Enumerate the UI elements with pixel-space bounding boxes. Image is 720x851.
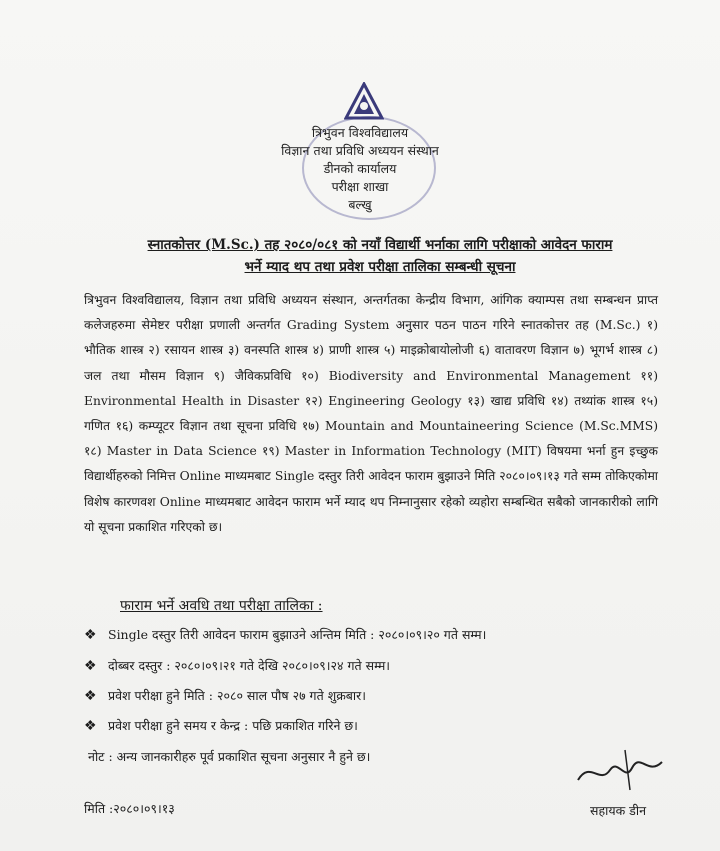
schedule-heading: फाराम भर्ने अवधि तथा परीक्षा तालिका : xyxy=(120,598,323,614)
schedule-item: ❖ प्रवेश परीक्षा हुने समय र केन्द्र : पछि प्रकाशित गरिने छ। xyxy=(84,718,358,734)
notice-title-line2: भर्ने म्याद थप तथा प्रवेश परीक्षा तालिका सम्बन्धी सूचना xyxy=(244,259,516,275)
header-section: परीक्षा शाखा xyxy=(331,179,389,194)
signatory-designation: सहायक डीन xyxy=(590,803,647,818)
header-university: त्रिभुवन विश्वविद्यालय xyxy=(311,125,409,140)
notice-title-line1: स्नातकोत्तर (M.Sc.) तह २०८०/०८१ को नयाँ विद्यार्थी भर्नाका लागि परीक्षाको आवेदन फाराम xyxy=(147,237,613,253)
signature-icon xyxy=(570,740,670,800)
note: नोट : अन्य जानकारीहरु पूर्व प्रकाशित सूचना अनुसार नै हुने छ। xyxy=(88,749,371,764)
header-institute: विज्ञान तथा प्रविधि अध्ययन संस्थान xyxy=(281,143,439,158)
bullet-icon: ❖ xyxy=(84,688,97,704)
bullet-icon: ❖ xyxy=(84,658,97,674)
schedule-item: ❖ प्रवेश परीक्षा हुने मिति : २०८० साल पौष २७ गते शुक्रबार। xyxy=(84,688,367,704)
header-city: बल्खु xyxy=(348,197,372,212)
issue-date: मिति :२०८०।०९।१३ xyxy=(84,801,175,816)
bullet-icon: ❖ xyxy=(84,627,97,643)
schedule-item: ❖ दोब्बर दस्तुर : २०८०।०९।२१ गते देखि २०८०।०९।२४ गते सम्म। xyxy=(84,658,391,674)
schedule-item: ❖ Single दस्तुर तिरी आवेदन फाराम बुझाउने अन्तिम मिति : २०८०।०९।२० गते सम्म। xyxy=(84,627,487,643)
bullet-icon: ❖ xyxy=(84,718,97,734)
header-office: डीनको कार्यालय xyxy=(323,161,397,176)
notice-body: त्रिभुवन विश्वविद्यालय, विज्ञान तथा प्रविधि अध्ययन संस्थान, अन्तर्गतका केन्द्रीय विभाग, आंगिक क्याम्पस तथा सम्बन्धन प्राप्त कलेजहरुमा सेमेष्टर परीक्षा प्रणाली अन्तर्गत Grading System अनुसार पठन पाठन गरिने स्नातकोत्तर तह (M.Sc.) १) भौतिक शास्त्र २) रसायन शास्त्र ३) वनस्पति शास्त्र ४) प्राणी शास्त्र ५) माइक्रोबायोलोजी ६) वातावरण विज्ञान ७) भूगर्भ शास्त्र ८) जल तथा मौसम विज्ञान ९) जैविकप्रविधि १०) Biodiversity and Environmental Management ११) Environmental Health in Disaster १२) Engineering Geology १३) खाद्य प्रविधि १४) तथ्यांक शास्त्र १५) गणित १६) कम्प्यूटर विज्ञान तथा सूचना प्रविधि १७) Mountain and Mountaineering Science (M.Sc.MMS) १८) Master in Data Science १९) Master in Information Technology (MIT) विषयमा भर्ना हुन इच्छुक विद्यार्थीहरुको निमित्त Online माध्यमबाट Single दस्तुर तिरी आवेदन फाराम बुझाउने मिति २०८०।०९।१३ गते सम्म तोकिएकोमा विशेष कारणवश Online माध्यमबाट आवेदन फाराम भर्ने म्याद थप निम्नानुसार रहेको व्यहोरा सम्बन्धित सबैको जानकारीको लागि यो सूचना प्रकाशित गरिएको छ। xyxy=(84,293,658,534)
